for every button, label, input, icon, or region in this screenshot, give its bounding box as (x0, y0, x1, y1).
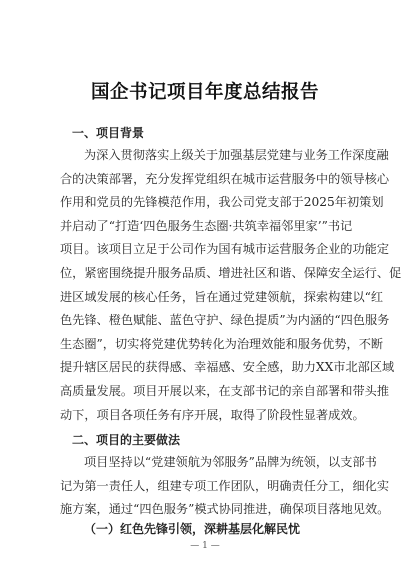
paragraph-line: 施方案，通过“四色服务”模式协同推进，确保项目落地见效。 (60, 502, 390, 517)
page-number: — 1 — (190, 541, 220, 551)
paragraph-line: 位，紧密围绕提升服务品质、增进社区和谐、保障安全运行、促 (60, 265, 402, 280)
paragraph-line: 进区域发展的核心任务，旨在通过党建领航，探索构建以“红 (60, 289, 384, 304)
paragraph-line: 合的决策部署，充分发挥党组织在城市运营服务中的领导核心 (60, 171, 390, 186)
paragraph-line: 并启动了“打造‘四色服务生态圈·共筑幸福邻里家’”书记 (60, 218, 353, 233)
background-paragraph (60, 144, 402, 427)
section-heading-practices: 二、项目的主要做法 (72, 433, 181, 447)
subsection-heading-red-vanguard: （一）红色先锋引领，深耕基层化解民忧 (84, 522, 301, 536)
paragraph-line: 动下，项目各项任务有序开展，取得了阶段性显著成效。 (60, 407, 365, 422)
paragraph-line: 作用和党员的先锋模范作用，我公司党支部于2025年初策划 (60, 195, 384, 210)
paragraph-line: 项目坚持以“党建领航为邻服务”品牌为统领，以支部书 (84, 455, 377, 469)
document-title: 国企书记项目年度总结报告 (90, 82, 319, 103)
paragraph-line: 高质量发展。项目开展以来，在支部书记的亲自部署和带头推 (60, 383, 390, 398)
paragraph-line: 记为第一责任人，组建专项工作团队，明确责任分工，细化实 (60, 478, 390, 493)
practices-paragraph (60, 451, 390, 522)
paragraph-line: 色先锋、橙色赋能、蓝色守护、绿色提质”为内涵的“四色服务 (60, 313, 390, 328)
paragraph-line: 生态圈”，切实将党建优势转化为治理效能和服务优势，不断 (60, 336, 384, 351)
paragraph-line: 项目。该项目立足于公司作为国有城市运营服务企业的功能定 (60, 242, 390, 257)
section-heading-background: 一、项目背景 (72, 126, 145, 140)
paragraph-line: 为深入贯彻落实上级关于加强基层党建与业务工作深度融 (84, 148, 389, 162)
paragraph-line: 提升辖区居民的获得感、幸福感、安全感，助力XX市北部区域 (60, 360, 395, 375)
